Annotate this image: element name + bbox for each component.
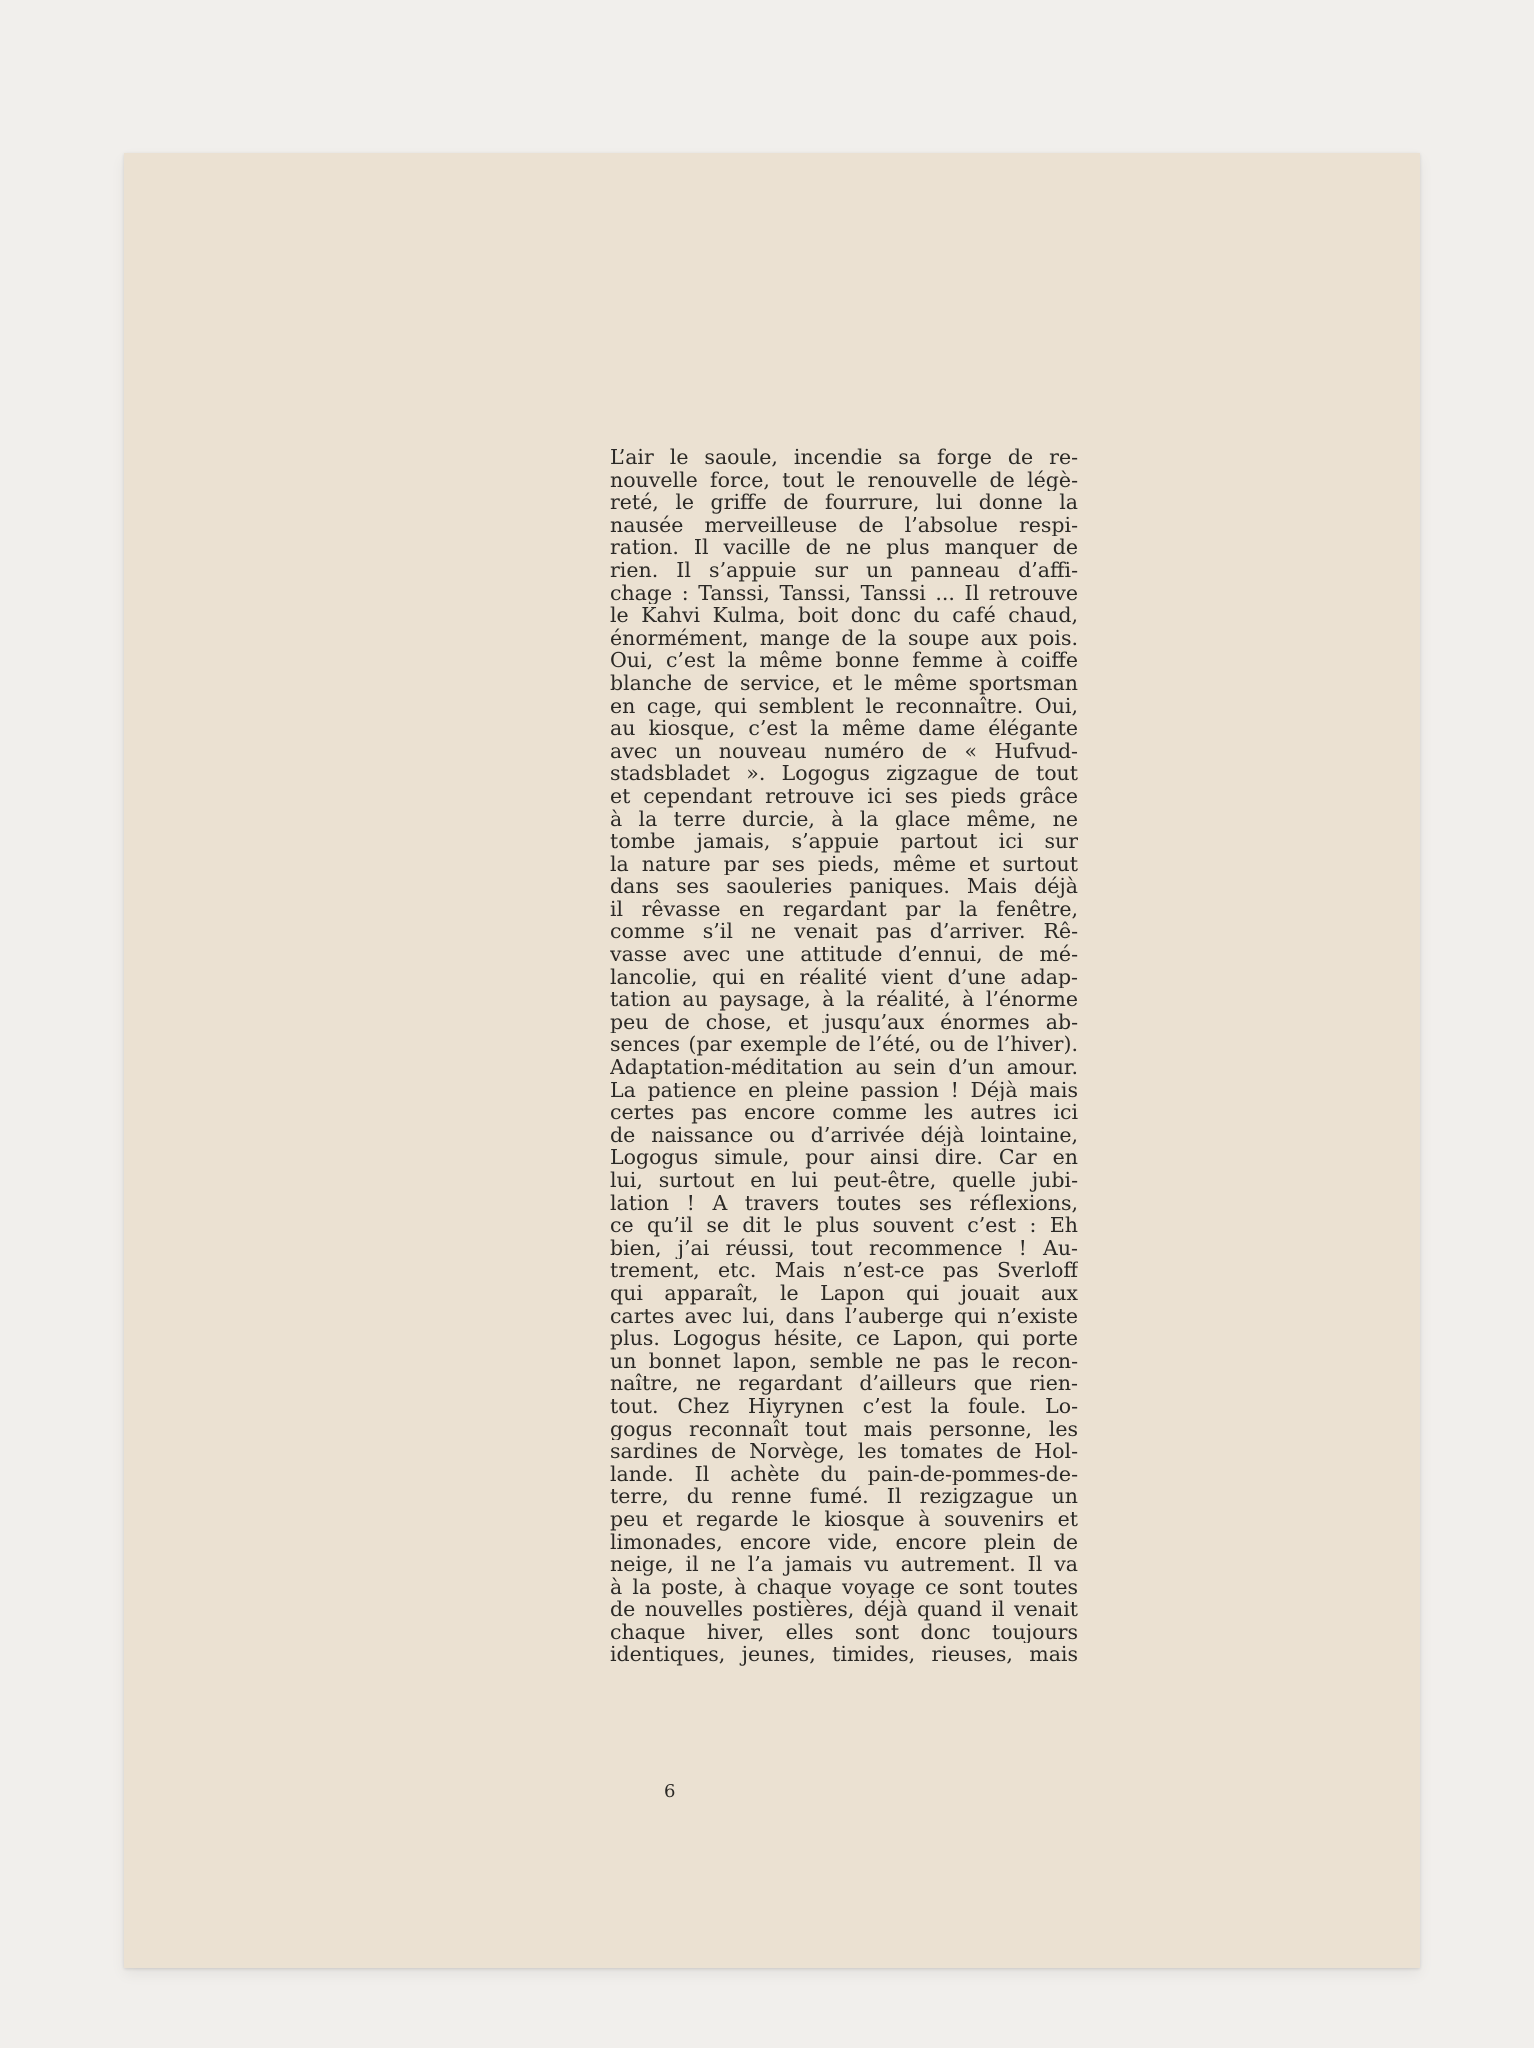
text-line: La patience en pleine passion ! Déjà mais <box>610 1078 1078 1102</box>
text-line: tout. Chez Hiyrynen c’est la foule. Lo- <box>610 1394 1078 1418</box>
text-line: comme s’il ne venait pas d’arriver. Rê- <box>610 920 1078 944</box>
text-line: peu et regarde le kiosque à souvenirs et <box>610 1507 1078 1531</box>
text-line: avec un nouveau numéro de « Hufvud- <box>610 739 1078 763</box>
text-line: ce qu’il se dit le plus souvent c’est : Eh <box>610 1214 1078 1237</box>
text-line: chaque hiver, elles sont donc toujours <box>610 1620 1078 1644</box>
text-line: terre, du renne fumé. Il rezigzague un <box>610 1485 1078 1508</box>
text-line: Logogus simule, pour ainsi dire. Car en <box>610 1146 1078 1169</box>
text-line: la nature par ses pieds, même et surtout <box>610 852 1078 876</box>
text-line: certes pas encore comme les autres ici <box>610 1101 1078 1124</box>
text-line: peu de chose, et jusqu’aux énormes ab- <box>610 1010 1078 1034</box>
text-line: dans ses saouleries paniques. Mais déjà <box>610 875 1078 898</box>
text-line: à la poste, à chaque voyage ce sont toutes <box>610 1575 1078 1599</box>
text-line: nausée merveilleuse de l’absolue respi- <box>610 513 1078 537</box>
text-line: blanche de service, et le même sportsman <box>610 671 1078 695</box>
text-line: bien, j’ai réussi, tout recommence ! Au- <box>610 1236 1078 1260</box>
text-line: et cependant retrouve ici ses pieds grâce <box>610 784 1078 808</box>
text-line: neige, il ne l’a jamais vu autrement. Il va <box>610 1553 1078 1576</box>
text-line: lation ! A travers toutes ses réflexions, <box>610 1191 1078 1215</box>
text-line: plus. Logogus hésite, ce Lapon, qui porte <box>610 1327 1078 1350</box>
body-text <box>610 446 1078 1666</box>
page-number: 6 <box>664 1781 676 1802</box>
text-line: de naissance ou d’arrivée déjà lointaine, <box>610 1123 1078 1147</box>
paper-sheet <box>124 153 1420 1968</box>
text-line: gogus reconnaît tout mais personne, les <box>610 1417 1078 1441</box>
text-line: énormément, mange de la soupe aux pois. <box>610 626 1078 650</box>
text-line: sardines de Norvège, les tomates de Hol- <box>610 1440 1078 1463</box>
text-line: tombe jamais, s’appuie partout ici sur <box>610 830 1078 853</box>
text-line: lui, surtout en lui peut-être, quelle jubi- <box>610 1169 1078 1192</box>
text-line: lande. Il achète du pain-de-pommes-de- <box>610 1462 1078 1486</box>
text-line: au kiosque, c’est la même dame élégante <box>610 717 1078 740</box>
text-line: le Kahvi Kulma, boit donc du café chaud, <box>610 604 1078 627</box>
text-line: un bonnet lapon, semble ne pas le recon- <box>610 1349 1078 1373</box>
text-line: tation au paysage, à la réalité, à l’énorme <box>610 988 1078 1011</box>
text-line: naître, ne regardant d’ailleurs que rien- <box>610 1372 1078 1395</box>
text-line: trement, etc. Mais n’est-ce pas Sverloff <box>610 1259 1078 1282</box>
text-line: Adaptation-méditation au sein d’un amour. <box>610 1056 1078 1079</box>
text-line: vasse avec une attitude d’ennui, de mé- <box>610 943 1078 966</box>
text-line: de nouvelles postières, déjà quand il venait <box>610 1598 1078 1621</box>
text-line: rien. Il s’appuie sur un panneau d’affi- <box>610 558 1078 582</box>
text-line: reté, le griffe de fourrure, lui donne la <box>610 491 1078 514</box>
text-line: il rêvasse en regardant par la fenêtre, <box>610 897 1078 921</box>
text-line: lancolie, qui en réalité vient d’une adap- <box>610 965 1078 989</box>
text-line: ration. Il vacille de ne plus manquer de <box>610 536 1078 559</box>
text-line: limonades, encore vide, encore plein de <box>610 1530 1078 1554</box>
text-line: qui apparaît, le Lapon qui jouait aux <box>610 1281 1078 1305</box>
text-line: Oui, c’est la même bonne femme à coiffe <box>610 649 1078 672</box>
text-line: cartes avec lui, dans l’auberge qui n’existe <box>610 1304 1078 1328</box>
text-line: chage : Tanssi, Tanssi, Tanssi ... Il retrouve <box>610 581 1078 605</box>
text-line: stadsbladet ». Logogus zigzague de tout <box>610 762 1078 785</box>
text-line: nouvelle force, tout le renouvelle de légè- <box>610 468 1078 492</box>
text-line: L’air le saoule, incendie sa forge de re- <box>610 446 1078 469</box>
text-line: en cage, qui semblent le reconnaître. Oui, <box>610 694 1078 718</box>
text-line: à la terre durcie, à la glace même, ne <box>610 807 1078 831</box>
text-line: identiques, jeunes, timides, rieuses, mais <box>610 1643 1078 1667</box>
text-line: sences (par exemple de l’été, ou de l’hiver). <box>610 1033 1078 1057</box>
